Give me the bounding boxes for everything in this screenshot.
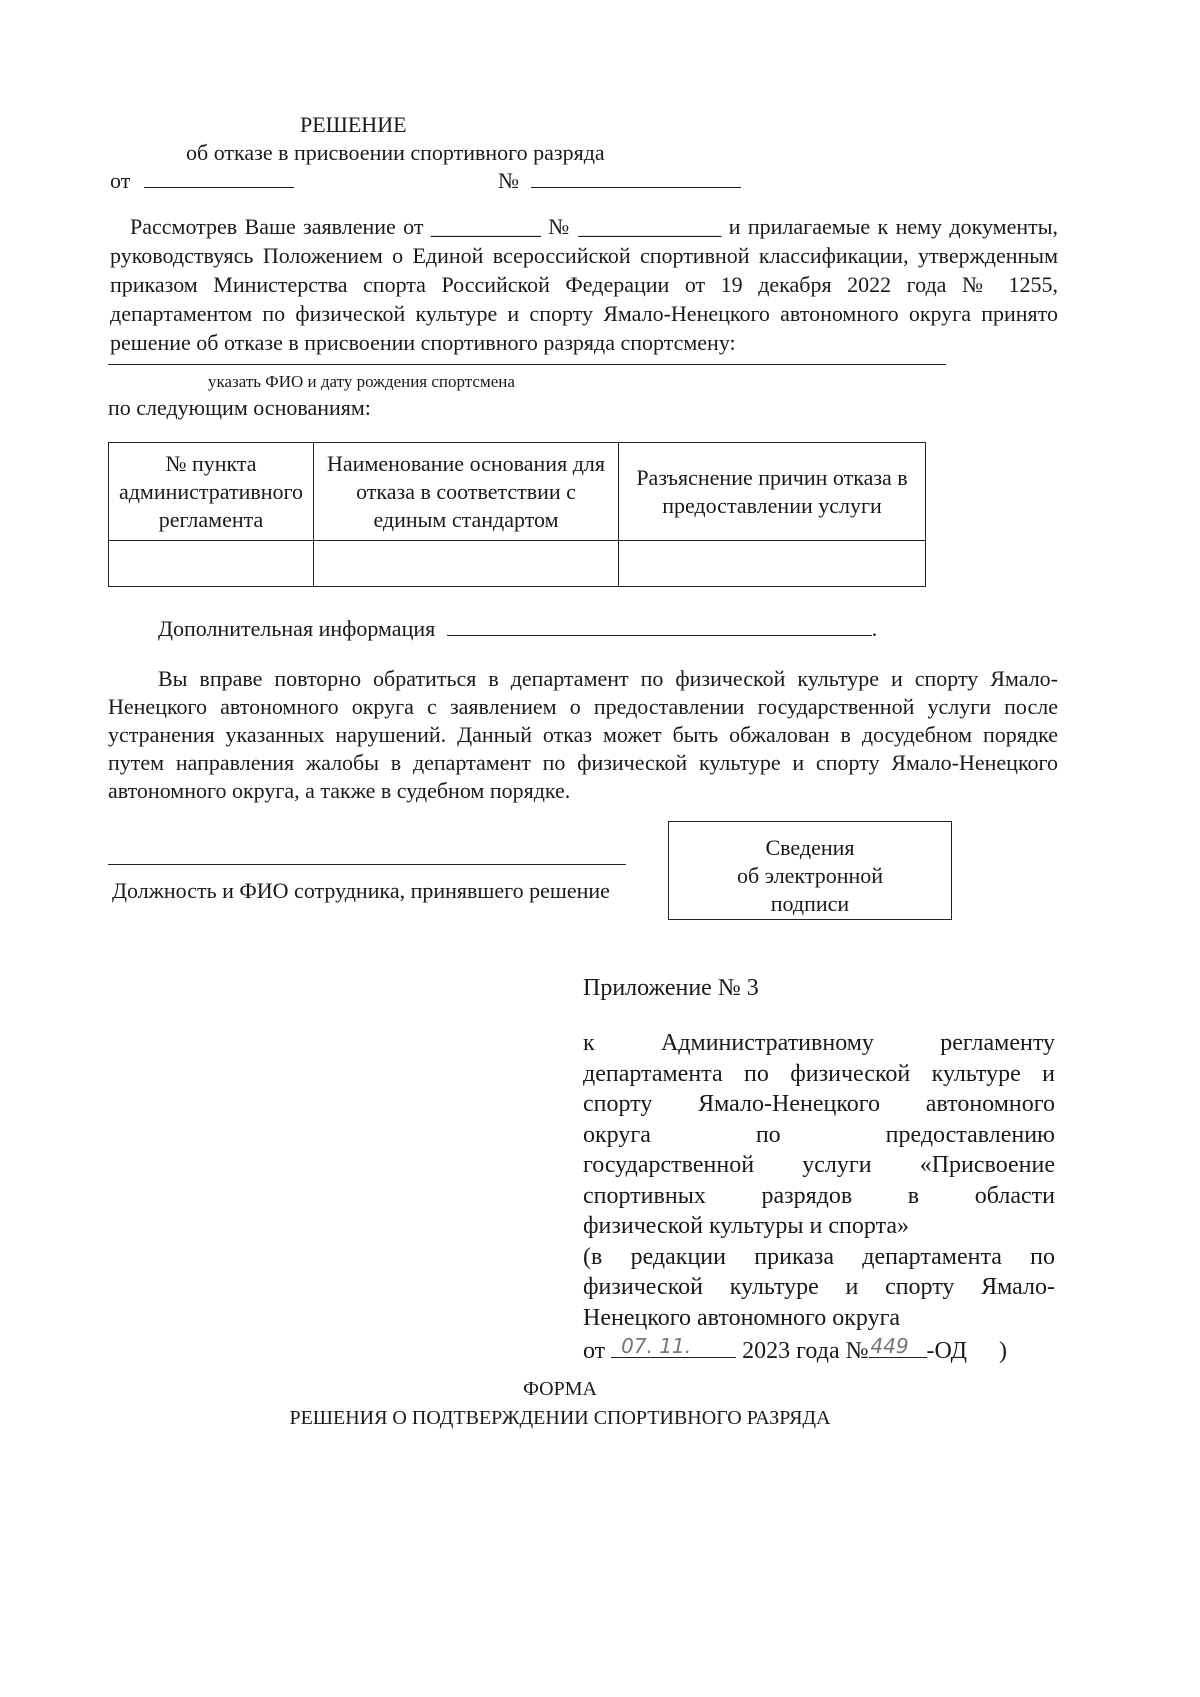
appendix-line: департамента по физической культуре и <box>583 1060 1055 1087</box>
form-subtitle: РЕШЕНИЯ О ПОДТВЕРЖДЕНИИ СПОРТИВНОГО РАЗРЯДА <box>289 1407 831 1429</box>
handwritten-number: 449 <box>870 1334 909 1358</box>
appendix-line: спорту Ямало-Ненецкого автономного <box>583 1091 1055 1117</box>
signer-line <box>108 864 626 865</box>
appendix-line: округа по предоставлению <box>583 1121 1055 1148</box>
para-considered <box>110 212 1058 357</box>
appendix-line: к Административному регламенту <box>583 1030 1055 1056</box>
para-line: приказом Министерства спорта Российской Федерации от 19 декабря 2022 года № 1255, <box>110 272 1058 297</box>
header-cell-item: № пункта административного регламента <box>109 443 314 541</box>
appendix-line: физической культуре и спорту Ямало- <box>583 1274 1055 1300</box>
para-line: Рассмотрев Ваше заявление от __________ № _____________ и прилагаемые к нему документы, <box>130 214 1059 239</box>
para-line: департаментом по физической культуре и спорту Ямало-Ненецкого автономного округа принято <box>110 301 1058 326</box>
appendix-line: физической культуры и спорта» <box>583 1213 910 1239</box>
grounds-label: по следующим основаниям: <box>108 395 371 420</box>
decision-number-blank <box>531 167 741 188</box>
appendix-line: государственной услуги «Присвоение <box>583 1152 1055 1178</box>
appendix-date-line: от 07. 11. 2023 года № 449 -ОД ) <box>583 1333 1055 1367</box>
grounds-table <box>108 442 926 587</box>
appendix-date-field <box>611 1333 736 1358</box>
handwritten-date: 07. 11. <box>621 1334 692 1358</box>
appendix-title: Приложение № 3 <box>583 975 759 1001</box>
para-line: Вы вправе повторно обратиться в департамент по физической культуре и спорту Ямало- <box>158 666 1058 691</box>
decision-subtitle: об отказе в присвоении спортивного разряда <box>186 140 605 165</box>
para-line: руководствуясь Положением о Единой всероссийской спортивной классификации, утвержденным <box>110 243 1058 268</box>
header-cell-basis: Наименование основания для отказа в соответствии с единым стандартом <box>314 443 619 541</box>
additional-info-blank <box>447 615 872 636</box>
table-cell <box>109 541 314 587</box>
table-cell <box>619 541 926 587</box>
appendix-line: Ненецкого автономного округа <box>583 1304 901 1331</box>
table-cell <box>314 541 619 587</box>
appendix-line: (в редакции приказа департамента по <box>583 1243 1055 1270</box>
para-line: решение об отказе в присвоении спортивного разряда спортсмену: <box>110 330 736 355</box>
signer-caption: Должность и ФИО сотрудника, принявшего решение <box>112 878 610 903</box>
para-line: устранения указанных нарушений. Данный отказ может быть обжалован в досудебном порядке <box>108 722 1058 747</box>
para-line: автономного округа, а также в судебном порядке. <box>108 778 571 803</box>
decision-date-blank <box>144 167 294 188</box>
header-cell-explanation: Разъяснение причин отказа в предоставлении услуги <box>619 443 926 541</box>
para-line: путем направления жалобы в департамент по физической культуре и спорту Ямало-Ненецкого <box>108 750 1058 775</box>
athlete-hint: указать ФИО и дату рождения спортсмена <box>208 372 515 391</box>
appendix-line: спортивных разрядов в области <box>583 1182 1055 1209</box>
decision-number-row <box>498 167 741 194</box>
form-title: ФОРМА <box>523 1378 597 1400</box>
additional-info-label: Дополнительная информация <box>158 616 436 641</box>
table-row <box>109 541 926 587</box>
decision-date-row <box>110 167 294 194</box>
para-line: Ненецкого автономного округа с заявлением о предоставлении государственной услуги после <box>108 694 1058 719</box>
signature-box: Сведения об электронной подписи <box>668 821 952 920</box>
from-label: от <box>110 168 131 193</box>
athlete-name-line <box>108 364 946 365</box>
appendix-number-field <box>869 1333 927 1358</box>
appeal-paragraph <box>108 665 1058 805</box>
table-header-row <box>109 443 926 541</box>
decision-title: РЕШЕНИЕ <box>300 112 407 137</box>
additional-info-row: Дополнительная информация . <box>158 616 878 641</box>
number-label: № <box>498 168 519 193</box>
appendix-text <box>583 1028 1055 1367</box>
